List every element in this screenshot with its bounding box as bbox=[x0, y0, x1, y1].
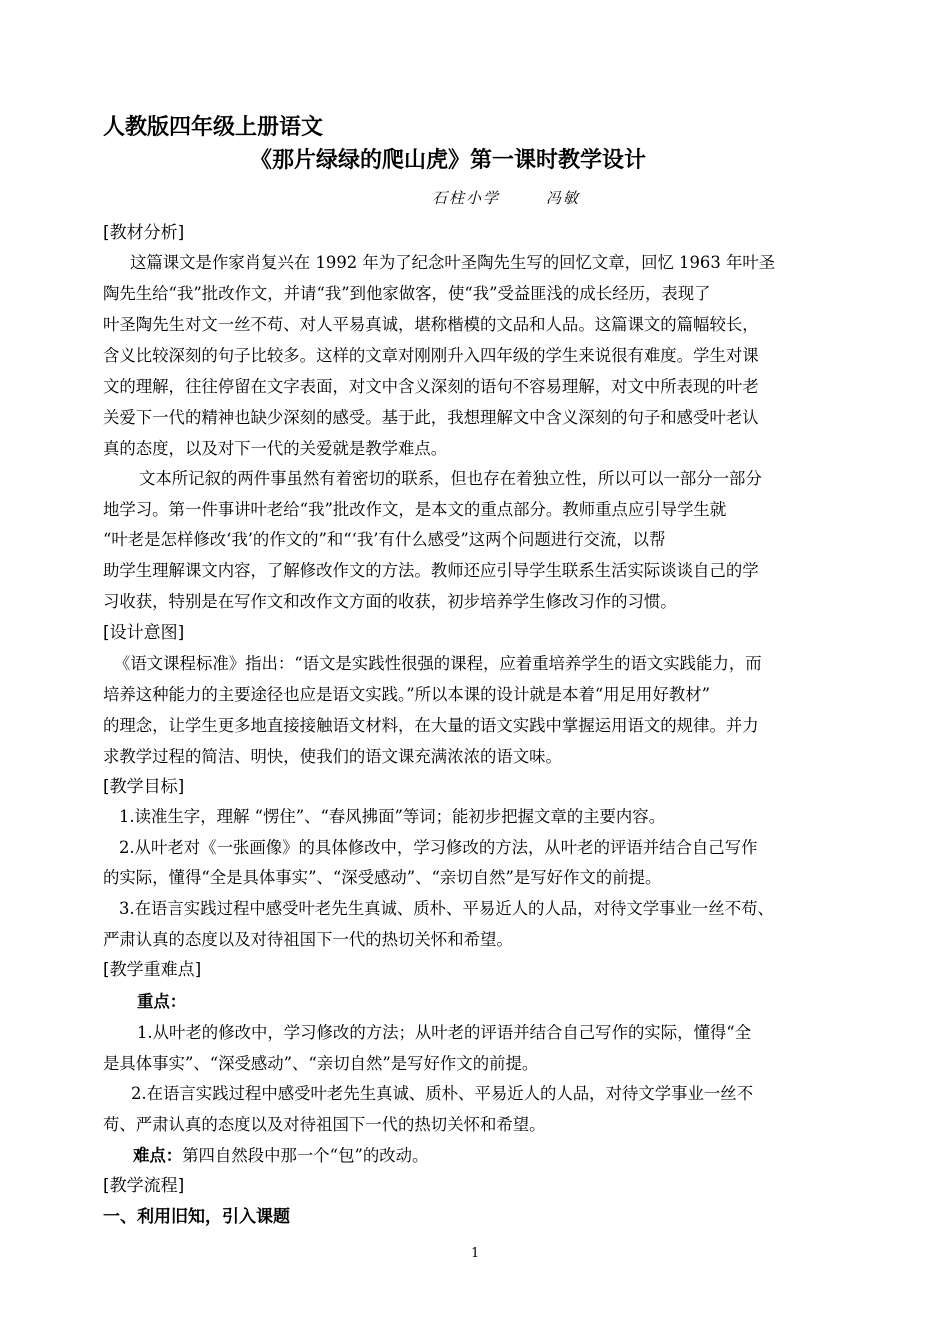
section-heading-process: [教学流程] bbox=[103, 1176, 185, 1196]
analysis-line: 叶圣陶先生对文一丝不苟、对人平易真诚，堪称楷模的文品和人品。这篇课文的篇幅较长， bbox=[103, 315, 759, 334]
section-heading-intent: [设计意图] bbox=[103, 623, 185, 643]
difficulty-text: 第四自然段中那一个“包”的改动。 bbox=[182, 1146, 429, 1165]
analysis-line: 地学习。第一件事讲叶老给“我”批改作文，是本文的重点部分。教师重点应引导学生就 bbox=[103, 500, 727, 519]
goal-line: 1.读准生字，理解 “愣住”、“春风拂面”等词；能初步把握文章的主要内容。 bbox=[119, 807, 666, 826]
analysis-line: 关爱下一代的精神也缺少深刻的感受。基于此，我想理解文中含义深刻的句子和感受叶老认 bbox=[103, 408, 759, 427]
difficulty-line bbox=[133, 1141, 428, 1171]
intent-line: 的理念，让学生更多地直接接触语文材料，在大量的语文实践中掌握运用语文的规律。并力 bbox=[103, 716, 759, 735]
analysis-line: 陶先生给“我”批改作文，并请“我”到他家做客，使“我”受益匪浅的成长经历，表现了 bbox=[103, 284, 711, 303]
analysis-line: “叶老是怎样修改‘我’的作文的”和“‘我’有什么感受”这两个问题进行交流，以帮 bbox=[103, 530, 666, 549]
analysis-line: 文的理解，往往停留在文字表面，对文中含义深刻的语句不容易理解，对文中所表现的叶老 bbox=[103, 377, 759, 396]
intent-line: 求教学过程的简洁、明快，使我们的语文课充满浓浓的语文味。 bbox=[103, 747, 562, 766]
section-heading-goals: [教学目标] bbox=[103, 777, 185, 797]
school-name: 石柱小学 bbox=[432, 189, 501, 207]
analysis-line: 真的态度，以及对下一代的关爱就是教学难点。 bbox=[103, 439, 448, 458]
goal-line: 2.从叶老对《一张画像》的具体修改中，学习修改的方法，从叶老的评语并结合自己写作 bbox=[119, 838, 758, 857]
doc-title-line1: 人教版四年级上册语文 bbox=[103, 115, 324, 140]
goal-line: 严肃认真的态度以及对待祖国下一代的热切关怀和希望。 bbox=[103, 930, 513, 949]
step-heading: 一、利用旧知，引入课题 bbox=[103, 1207, 290, 1227]
key-line: 是具体事实”、“深受感动”、“亲切自然”是写好作文的前提。 bbox=[103, 1054, 539, 1073]
key-line: 苟、严肃认真的态度以及对待祖国下一代的热切关怀和希望。 bbox=[103, 1115, 546, 1134]
difficulty-label: 难点： bbox=[133, 1146, 183, 1165]
key-label: 重点： bbox=[137, 992, 187, 1011]
analysis-line: 助学生理解课文内容，了解修改作文的方法。教师还应引导学生联系生活实际谈谈自己的学 bbox=[103, 561, 759, 580]
author-line bbox=[432, 187, 580, 208]
intent-line: 《语文课程标准》指出：“语文是实践性很强的课程，应着重培养学生的语文实践能力，而 bbox=[114, 654, 762, 673]
analysis-line: 含义比较深刻的句子比较多。这样的文章对刚刚升入四年级的学生来说很有难度。学生对课 bbox=[103, 346, 759, 365]
doc-title-line2: 《那片绿绿的爬山虎》第一课时教学设计 bbox=[250, 148, 647, 173]
analysis-line: 文本所记叙的两件事虽然有着密切的联系，但也存在着独立性，所以可以一部分一部分 bbox=[139, 469, 762, 488]
goal-line: 的实际，懂得“全是具体事实”、“深受感动”、“亲切自然”是写好作文的前提。 bbox=[103, 868, 662, 887]
analysis-line: 习收获，特别是在写作文和改作文方面的收获，初步培养学生修改习作的习惯。 bbox=[103, 592, 677, 611]
author-name: 冯敏 bbox=[546, 189, 581, 207]
intent-line: 培养这种能力的主要途径也应是语文实践。”所以本课的设计就是本着“用足用好教材” bbox=[103, 685, 710, 704]
key-line: 1.从叶老的修改中，学习修改的方法；从叶老的评语并结合自己写作的实际，懂得“全 bbox=[137, 1023, 752, 1042]
section-heading-keypoints: [教学重难点] bbox=[103, 960, 202, 980]
section-heading-analysis: [教材分析] bbox=[103, 223, 185, 243]
key-line: 2.在语言实践过程中感受叶老先生真诚、质朴、平易近人的人品，对待文学事业一丝不 bbox=[131, 1084, 754, 1103]
page-number: 1 bbox=[471, 1246, 480, 1261]
goal-line: 3.在语言实践过程中感受叶老先生真诚、质朴、平易近人的人品，对待文学事业一丝不苟、 bbox=[119, 899, 774, 918]
analysis-line: 这篇课文是作家肖复兴在 1992 年为了纪念叶圣陶先生写的回忆文章，回忆 1963 年叶圣 bbox=[130, 253, 776, 272]
